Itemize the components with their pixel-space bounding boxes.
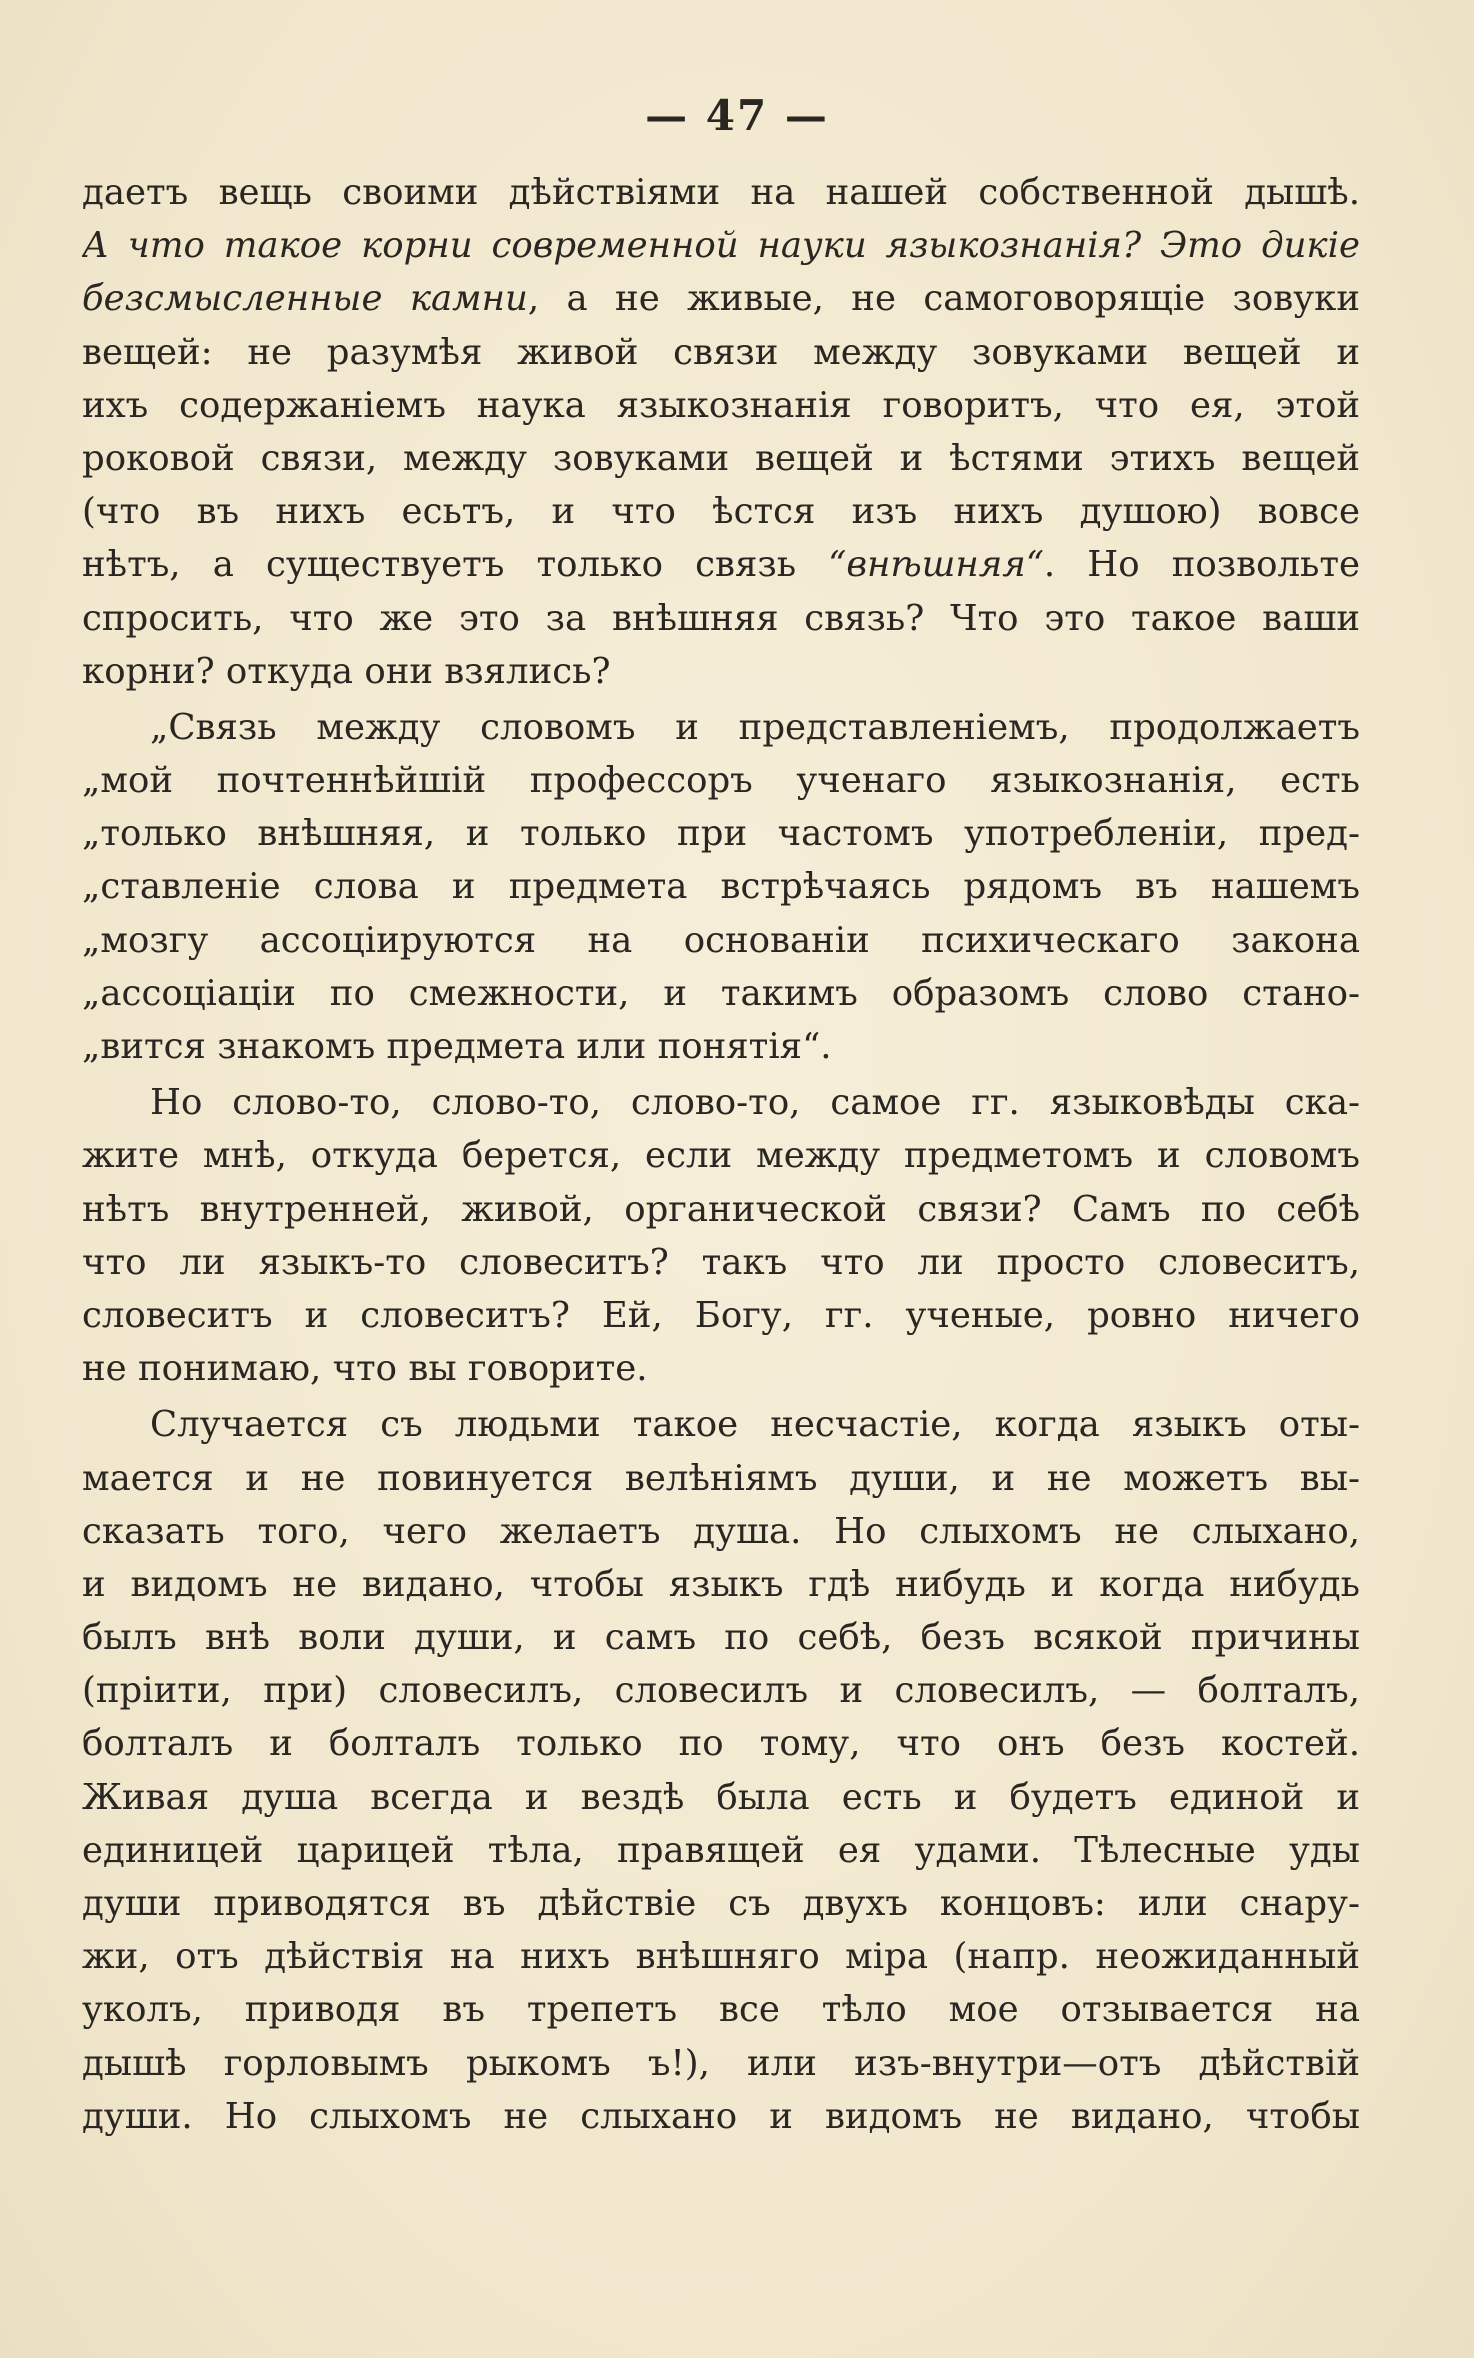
text-segment: души приводятся въ дѣйствіе съ двухъ концовъ: или снару- [82,1883,1360,1924]
text-line [82,645,1360,698]
text-segment: (что въ нихъ есьтъ, и что ѣстся изъ нихъ душою) вовсе [82,491,1360,533]
text-line [82,914,1360,967]
text-line [82,1452,1360,1505]
text-segment: роковой связи, между зовуками вещей и ѣстями этихъ вещей [82,437,1360,479]
text-line [82,326,1360,379]
body-text [82,166,1360,2143]
italic-text: “внѣшняя“ [828,544,1044,586]
text-line [82,807,1360,860]
text-segment: „мой почтеннѣйшій профессоръ ученаго языкознанія, есть [82,760,1360,802]
text-line [82,2090,1360,2143]
text-segment: , а не живые, не самоговорящіе зовуки [527,278,1360,320]
text-line [82,1717,1360,1770]
text-segment: жите мнѣ, откуда берется, если между предметомъ и словомъ [82,1135,1360,1177]
text-line [82,219,1360,272]
text-segment: . Но позвольте [1043,544,1360,586]
text-line [82,485,1360,538]
text-segment: уколъ, приводя въ трепетъ все тѣло мое отзывается на [82,1989,1360,2031]
text-line [82,432,1360,485]
text-segment: былъ внѣ воли души, и самъ по себѣ, безъ всякой причины [82,1617,1360,1659]
text-segment: ихъ содержаніемъ наука языкознанія говоритъ, что ея, этой [82,384,1360,426]
text-segment: „Связь между словомъ и представленіемъ, продолжаетъ [150,706,1360,748]
paragraph [82,701,1360,1073]
paragraph [82,1076,1360,1395]
paragraph [82,1398,1360,2143]
text-segment: „ставленіе слова и предмета встрѣчаясь рядомъ въ нашемъ [82,866,1360,908]
text-segment: не понимаю, что вы говорите. [82,1348,648,1390]
text-line [82,1664,1360,1717]
text-segment: „вится знакомъ предмета или понятія“. [82,1026,832,1067]
text-segment: нѣтъ внутренней, живой, органической связи? Самъ по себѣ [82,1188,1360,1230]
text-segment: дышѣ горловымъ рыкомъ ъ!), или изъ-внутри—отъ дѣйствій [82,2042,1360,2084]
text-line [82,538,1360,591]
text-segment: словеситъ и словеситъ? Ей, Богу, гг. ученые, ровно ничего [82,1294,1360,1336]
text-segment: сказать того, чего желаетъ душа. Но слыхомъ не слыхано, [82,1510,1360,1552]
text-segment: „ассоціаціи по смежности, и такимъ образомъ слово стано- [82,972,1360,1014]
text-line [82,2037,1360,2090]
text-segment: нѣтъ, а существуетъ только связь [82,544,829,586]
text-segment: корни? откуда они взялись? [82,650,611,692]
text-line [82,1558,1360,1611]
text-line [82,754,1360,807]
text-segment: вещей: не разумѣя живой связи между зовуками вещей и [82,331,1360,373]
text-line [82,1236,1360,1289]
text-segment: „мозгу ассоціируются на основаніи психическаго закона [82,919,1360,961]
text-segment: даетъ вещь своими дѣйствіями на нашей собственной дышѣ. [82,172,1360,213]
text-line [82,1129,1360,1182]
page-number: — 47 — [645,91,829,140]
text-segment: Живая душа всегда и вездѣ была есть и будетъ единой и [82,1776,1360,1818]
text-line [82,272,1360,325]
text-line [82,1183,1360,1236]
text-segment: души. Но слыхомъ не слыхано и видомъ не видано, чтобы [82,2095,1360,2137]
paragraph [82,166,1360,698]
italic-text: А что такое корни современной науки языкознанія? Это дикіе [82,225,1360,267]
text-line [82,379,1360,432]
text-line [82,1983,1360,2036]
text-segment: Но слово-то, слово-то, слово-то, самое гг. языковѣды ска- [150,1082,1360,1124]
text-segment: спросить, что же это за внѣшняя связь? Что это такое ваши [82,597,1360,639]
text-line [82,1398,1360,1451]
text-segment: что ли языкъ-то словеситъ? такъ что ли просто словеситъ, [82,1241,1360,1283]
text-segment: мается и не повинуется велѣніямъ души, и не можетъ вы- [82,1457,1360,1499]
text-segment: „только внѣшняя, и только при частомъ употребленіи, пред- [82,813,1360,855]
text-line [82,1020,1360,1073]
text-line [82,860,1360,913]
text-line [82,1824,1360,1877]
text-line [82,967,1360,1020]
text-line [82,1289,1360,1342]
text-line [82,1877,1360,1930]
text-line [82,1076,1360,1129]
text-line [82,1771,1360,1824]
text-segment: жи, отъ дѣйствія на нихъ внѣшняго міра (напр. неожиданный [82,1936,1360,1978]
text-line [82,1342,1360,1395]
text-line [82,1611,1360,1664]
text-line [82,592,1360,645]
text-line [82,1930,1360,1983]
text-segment: и видомъ не видано, чтобы языкъ гдѣ нибудь и когда нибудь [82,1563,1360,1605]
text-segment: Случается съ людьми такое несчастіе, когда языкъ оты- [150,1404,1360,1446]
text-line [82,701,1360,754]
text-line [82,166,1360,219]
text-segment: (пріити, при) словесилъ, словесилъ и словесилъ, — болталъ, [82,1670,1360,1712]
text-segment: болталъ и болталъ только по тому, что онъ безъ костей. [82,1723,1360,1765]
text-line [82,1505,1360,1558]
italic-text: безсмысленные камни [82,278,528,320]
text-segment: единицей царицей тѣла, правящей ея удами. Тѣлесные уды [82,1829,1360,1871]
